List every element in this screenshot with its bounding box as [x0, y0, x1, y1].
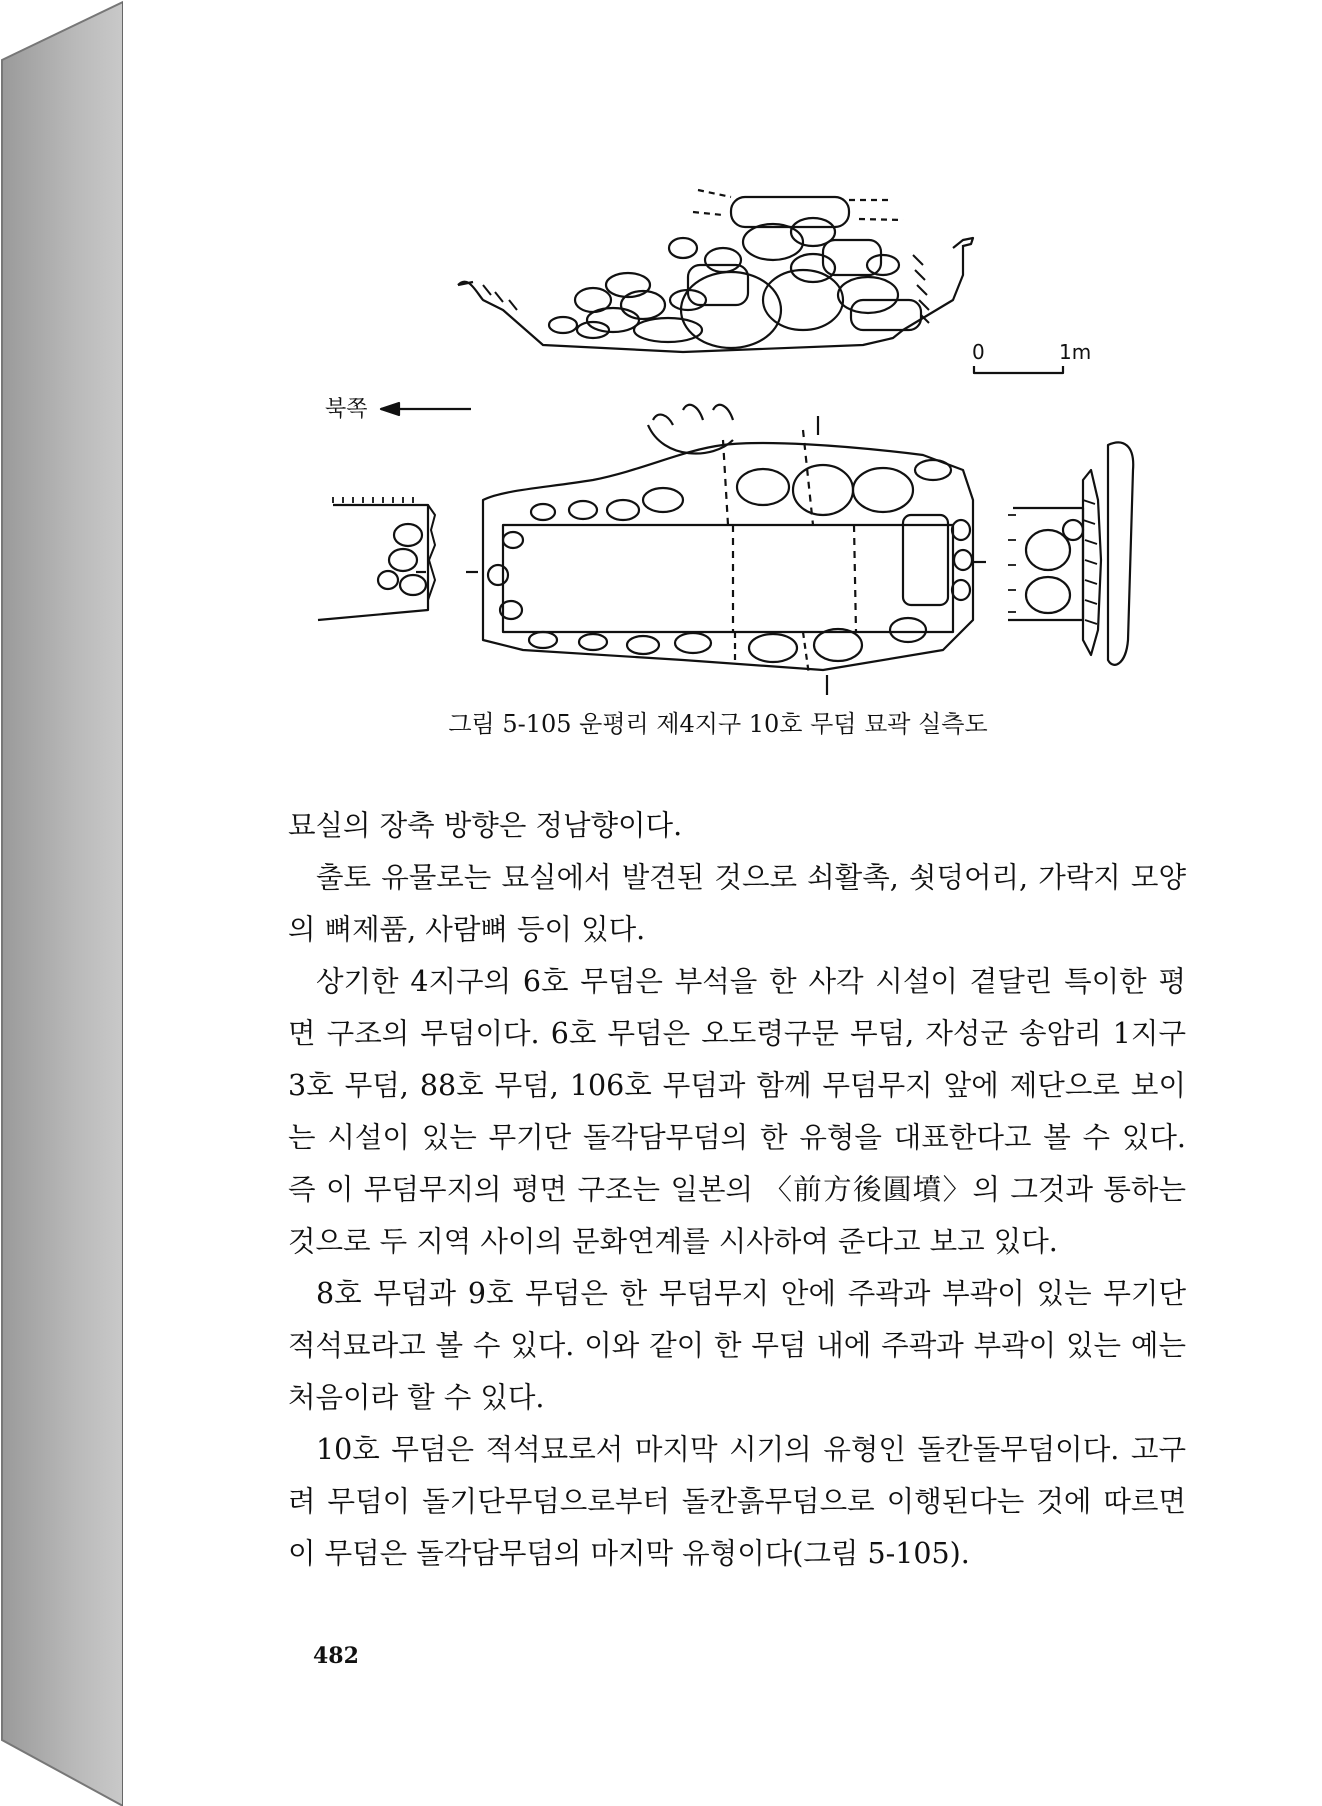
- page-number: 482: [313, 1643, 359, 1669]
- north-arrow: [381, 403, 471, 415]
- body-text: [288, 800, 1186, 1580]
- book-spine: [0, 0, 130, 1806]
- tomb-survey-drawing: [123, 0, 1313, 700]
- scale-end-label: 1m: [1059, 340, 1092, 364]
- scale-start-label: 0: [972, 340, 985, 364]
- north-label: 북쪽: [325, 397, 368, 422]
- plan-right-annex: [1008, 442, 1133, 664]
- paragraph: 출토 유물로는 묘실에서 발견된 것으로 쇠활촉, 쇳덩어리, 가락지 모양의 뼈제품, 사람뼈 등이 있다.: [288, 861, 1186, 946]
- paragraph: 상기한 4지구의 6호 무덤은 부석을 한 사각 시설이 곁달린 특이한 평면 구조의 무덤이다. 6호 무덤은 오도령구문 무덤, 자성군 송암리 1지구 3호 무덤, 88호 무덤, 106호 무덤과 함께 무덤무지 앞에 제단으로 보이는 시설이 있는 무기단 돌각담무덤의 한 유형을 대표한다고 볼 수 있다. 즉 이 무덤무지의 평면 구조는 일본의 〈前方後圓墳〉의 그것과 통하는 것으로 두 지역 사이의 문화연계를 시사하여 준다고 보고 있다.: [288, 965, 1186, 1258]
- figure-caption: 그림 5-105 운평리 제4지구 10호 무덤 묘곽 실측도: [448, 710, 988, 738]
- paragraph: 묘실의 장축 방향은 정남향이다.: [288, 809, 683, 842]
- plan-main-tomb: [466, 405, 986, 695]
- scale-bar: [974, 366, 1063, 373]
- paragraph: 10호 무덤은 적석묘로서 마지막 시기의 유형인 돌칸돌무덤이다. 고구려 무덤이 돌기단무덤으로부터 돌칸흙무덤으로 이행된다는 것에 따르면 이 무덤은 돌각담무덤의 마지막 유형이다(그림 5-105).: [288, 1433, 1186, 1570]
- paragraph: 8호 무덤과 9호 무덤은 한 무덤무지 안에 주곽과 부곽이 있는 무기단 적석묘라고 볼 수 있다. 이와 같이 한 무덤 내에 주곽과 부곽이 있는 예는 처음이라 할 수 있다.: [288, 1277, 1186, 1414]
- plan-left-annex: [318, 497, 435, 620]
- section-elevation-drawing: [458, 190, 973, 352]
- book-page: [123, 0, 1313, 1806]
